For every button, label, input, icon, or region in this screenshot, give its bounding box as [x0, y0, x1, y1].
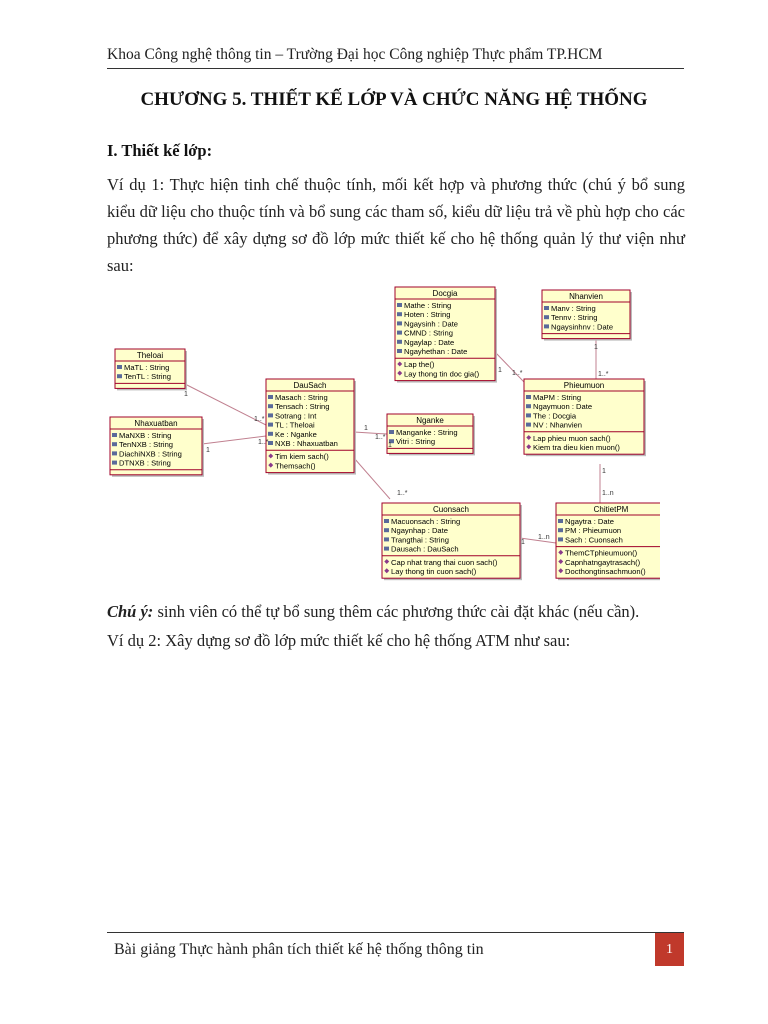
association-line	[202, 436, 266, 444]
attribute-icon	[389, 430, 394, 434]
attribute-icon	[544, 315, 549, 319]
class-docgia	[395, 287, 497, 383]
class-name: Cuonsach	[432, 505, 470, 514]
attribute-icon	[384, 547, 389, 551]
class-attribute: Ngaylap : Date	[404, 337, 455, 347]
attribute-icon	[117, 365, 122, 369]
attribute-icon	[397, 349, 402, 353]
example-2-paragraph: Ví dụ 2: Xây dựng sơ đồ lớp mức thiết kế cho hệ thống ATM như sau:	[107, 631, 571, 650]
class-attribute: The : Docgia	[533, 411, 577, 421]
class-attribute: TenNXB : String	[119, 440, 174, 450]
class-theloai	[115, 349, 187, 390]
attribute-icon	[268, 395, 273, 399]
class-attribute: DiachiNXB : String	[119, 449, 182, 459]
class-dausach	[266, 379, 356, 475]
multiplicity-label: 1..*	[375, 434, 386, 441]
multiplicity-label: 1..*	[254, 416, 265, 423]
chapter-title: CHƯƠNG 5. THIẾT KẾ LỚP VÀ CHỨC NĂNG HỆ THỐNG	[140, 89, 648, 110]
class-nhanvien	[542, 290, 632, 341]
multiplicity-label: 1..*	[598, 371, 609, 378]
multiplicity-label: 1..*	[512, 370, 523, 377]
class-operation: Themsach()	[275, 461, 316, 471]
class-operation: Cap nhat trang thai cuon sach()	[391, 557, 498, 567]
class-phieumuon	[524, 379, 646, 456]
multiplicity-label: 1	[521, 539, 525, 546]
class-attribute: Ngaynhap : Date	[391, 526, 448, 536]
class-attribute: Vitri : String	[396, 437, 436, 447]
association-line	[354, 458, 390, 499]
class-cuonsach	[382, 503, 522, 580]
class-attribute: Tennv : String	[551, 313, 598, 323]
class-attribute: MaTL : String	[124, 363, 170, 372]
class-operation: Lap the()	[404, 360, 435, 370]
attribute-icon	[558, 537, 563, 541]
attribute-icon	[268, 441, 273, 445]
attribute-icon	[268, 404, 273, 408]
class-attribute: MaNXB : String	[119, 431, 172, 440]
class-attribute: NV : Nhanvien	[533, 420, 582, 430]
class-attribute: Ngaytra : Date	[565, 517, 614, 526]
section-heading: I. Thiết kế lớp:	[107, 141, 213, 160]
class-chitietpm	[556, 503, 660, 580]
class-operation: ThemCTphieumuon()	[565, 548, 638, 558]
attribute-icon	[544, 306, 549, 310]
attribute-icon	[558, 528, 563, 532]
class-attribute: Manganke : String	[396, 428, 458, 437]
note-text: sinh viên có thể tự bổ sung thêm các phương thức cài đặt khác (nếu cần).	[153, 602, 640, 621]
class-attribute: Dausach : DauSach	[391, 544, 459, 554]
footer-divider	[107, 932, 684, 933]
attribute-icon	[112, 442, 117, 446]
attribute-icon	[112, 433, 117, 437]
multiplicity-label: 1	[388, 442, 392, 449]
class-operation: Lay thong tin doc gia()	[404, 369, 480, 379]
page-header: Khoa Công nghệ thông tin – Trường Đại học Công nghiệp Thực phẩm TP.HCM	[107, 46, 684, 69]
class-name: DauSach	[293, 381, 327, 390]
class-name: Theloai	[136, 351, 164, 360]
attribute-icon	[526, 423, 531, 427]
uml-class-diagram	[100, 280, 660, 595]
class-attribute: Macuonsach : String	[391, 517, 461, 526]
class-attribute: Mathe : String	[404, 301, 452, 310]
attribute-icon	[397, 321, 402, 325]
multiplicity-label: 1	[184, 391, 188, 398]
page-footer: Bài giảng Thực hành phân tích thiết kế hệ thống thông tin	[114, 941, 484, 958]
attribute-icon	[558, 519, 563, 523]
attribute-icon	[397, 331, 402, 335]
attribute-icon	[397, 340, 402, 344]
attribute-icon	[397, 312, 402, 316]
attribute-icon	[384, 528, 389, 532]
class-operation: Capnhatngaytrasach()	[565, 557, 641, 567]
attribute-icon	[526, 413, 531, 417]
multiplicity-label: 1..*	[397, 490, 408, 497]
attribute-icon	[268, 432, 273, 436]
attribute-icon	[112, 451, 117, 455]
attribute-icon	[268, 423, 273, 427]
attribute-icon	[397, 303, 402, 307]
attribute-icon	[112, 461, 117, 465]
class-attribute: MaPM : String	[533, 393, 582, 402]
multiplicity-label: 1..n	[602, 490, 614, 497]
class-nhaxuatban	[110, 417, 204, 477]
attribute-icon	[526, 395, 531, 399]
class-attribute: Trangthai : String	[391, 535, 449, 545]
class-attribute: Hoten : String	[404, 310, 451, 320]
attribute-icon	[526, 404, 531, 408]
attribute-icon	[268, 413, 273, 417]
class-attribute: Masach : String	[275, 393, 328, 402]
class-attribute: Ngaysinhnv : Date	[551, 322, 614, 332]
class-name: ChitietPM	[593, 505, 629, 514]
class-attribute: Sach : Cuonsach	[565, 535, 623, 545]
multiplicity-label: 1..*	[258, 439, 269, 446]
multiplicity-label: 1	[498, 367, 502, 374]
class-operation: Kiem tra dieu kien muon()	[533, 443, 620, 452]
class-attribute: TenTL : String	[124, 372, 171, 382]
multiplicity-label: 1	[602, 468, 606, 475]
class-operation: Tim kiem sach()	[275, 452, 329, 462]
class-nganke	[387, 414, 475, 455]
class-attribute: Tensach : String	[275, 402, 330, 412]
class-name: Nhaxuatban	[134, 419, 178, 428]
note-label: Chú ý:	[107, 602, 154, 621]
multiplicity-label: 1	[594, 344, 598, 351]
multiplicity-label: 1	[206, 447, 210, 454]
class-attribute: Manv : String	[551, 304, 596, 313]
attribute-icon	[117, 374, 122, 378]
multiplicity-label: 1	[364, 425, 368, 432]
class-attribute: NXB : Nhaxuatban	[275, 439, 338, 448]
class-name: Nganke	[416, 416, 444, 425]
attribute-icon	[384, 537, 389, 541]
class-attribute: TL : Theloai	[275, 420, 315, 430]
class-attribute: Ke : Nganke	[275, 429, 317, 439]
class-name: Phieumuon	[563, 381, 605, 390]
class-attribute: Ngayhethan : Date	[404, 347, 468, 356]
class-attribute: Ngaymuon : Date	[533, 402, 593, 412]
class-attribute: Ngaysinh : Date	[404, 319, 459, 329]
class-operation: Docthongtinsachmuon()	[565, 567, 646, 576]
class-attribute: Sotrang : Int	[275, 411, 317, 421]
page-number-badge: 1	[655, 933, 684, 966]
multiplicity-label: 1..n	[538, 534, 550, 541]
class-attribute: CMND : String	[404, 328, 453, 338]
attribute-icon	[544, 324, 549, 328]
attribute-icon	[384, 519, 389, 523]
class-operation: Lay thong tin cuon sach()	[391, 567, 477, 576]
class-operation: Lap phieu muon sach()	[533, 433, 611, 443]
class-attribute: DTNXB : String	[119, 458, 171, 468]
example-1-paragraph: Ví dụ 1: Thực hiện tinh chế thuộc tính, mối kết hợp và phương thức (chú ý bổ sung kiểu dữ liệu cho thuộc tính và bổ sung các tham số, kiểu dữ liệu trả về phù hợp cho các phương thức) để xây dựng sơ đồ lớp mức thiết kế cho hệ thống quản lý thư viện như sau:	[107, 175, 685, 275]
class-name: Nhanvien	[569, 292, 603, 301]
class-attribute: PM : Phieumuon	[565, 526, 622, 536]
note-paragraph	[107, 598, 685, 625]
class-name: Docgia	[432, 289, 458, 298]
